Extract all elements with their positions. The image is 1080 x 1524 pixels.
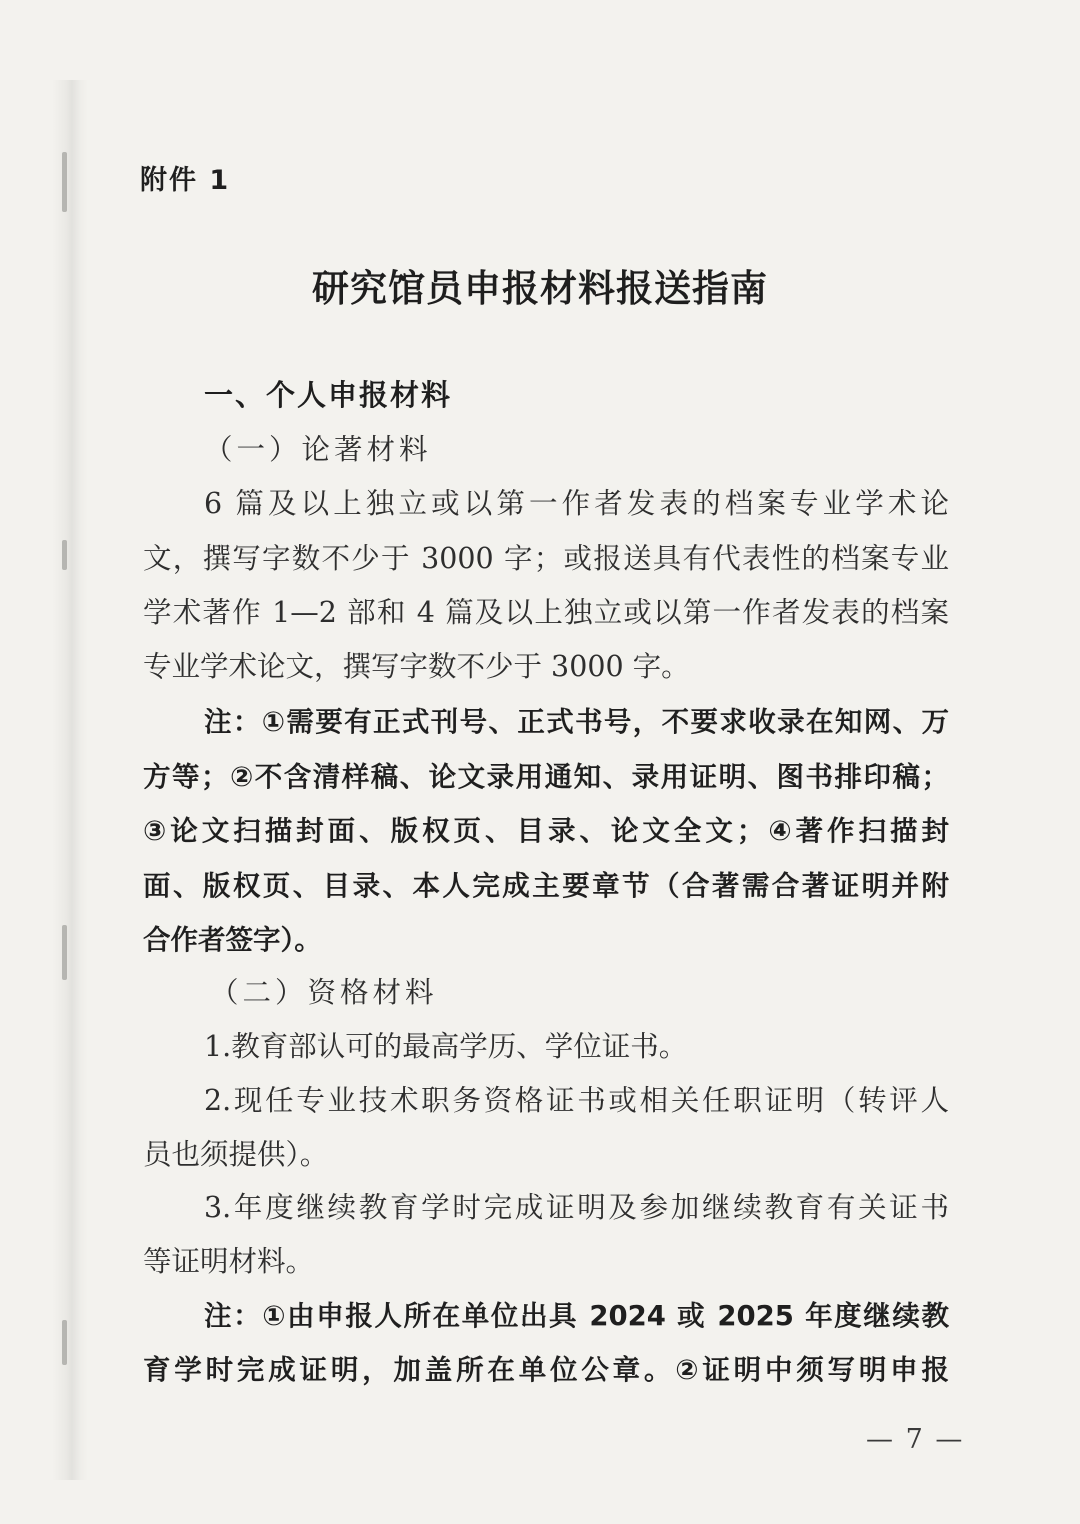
- note-line: 注：①需要有正式刊号、正式书号，不要求收录在知网、万: [204, 706, 949, 738]
- staple-mark: [62, 925, 67, 980]
- subsection-heading: （二）资格材料: [210, 976, 438, 1009]
- subsection-heading: （一）论著材料: [204, 433, 432, 466]
- staple-mark: [62, 152, 67, 212]
- staple-mark: [62, 540, 67, 570]
- paragraph-line: 3.年度继续教育学时完成证明及参加继续教育有关证书: [204, 1191, 949, 1224]
- note-line: 面、版权页、目录、本人完成主要章节（合著需合著证明并附: [143, 870, 949, 902]
- note-line: 育学时完成证明，加盖所在单位公章。②证明中须写明申报: [143, 1354, 949, 1386]
- paragraph-line: 2.现任专业技术职务资格证书或相关任职证明（转评人: [204, 1084, 949, 1117]
- annex-label: 附件 1: [140, 165, 231, 196]
- note-line: 方等；②不含清样稿、论文录用通知、录用证明、图书排印稿；: [143, 761, 949, 793]
- paragraph-line: 员也须提供）。: [143, 1138, 329, 1171]
- document-title: 研究馆员申报材料报送指南: [312, 267, 768, 310]
- paragraph-line: 专业学术论文，撰写字数不少于 3000 字。: [143, 650, 690, 683]
- paragraph-line: 等证明材料。: [143, 1245, 315, 1278]
- paragraph-line: 6 篇及以上独立或以第一作者发表的档案专业学术论: [204, 487, 949, 520]
- note-line: ③论文扫描封面、版权页、目录、论文全文；④著作扫描封: [143, 815, 949, 847]
- paragraph-line: 1.教育部认可的最高学历、学位证书。: [204, 1030, 688, 1063]
- staple-mark: [62, 1320, 67, 1365]
- note-line: 合作者签字）。: [143, 924, 322, 956]
- paragraph-line: 文，撰写字数不少于 3000 字；或报送具有代表性的档案专业: [143, 542, 949, 575]
- note-line: 注：①由申报人所在单位出具 2024 或 2025 年度继续教: [204, 1300, 949, 1332]
- section-heading: 一、个人申报材料: [204, 378, 453, 412]
- paragraph-line: 学术著作 1—2 部和 4 篇及以上独立或以第一作者发表的档案: [143, 596, 949, 629]
- page-number: — 7 —: [866, 1424, 965, 1455]
